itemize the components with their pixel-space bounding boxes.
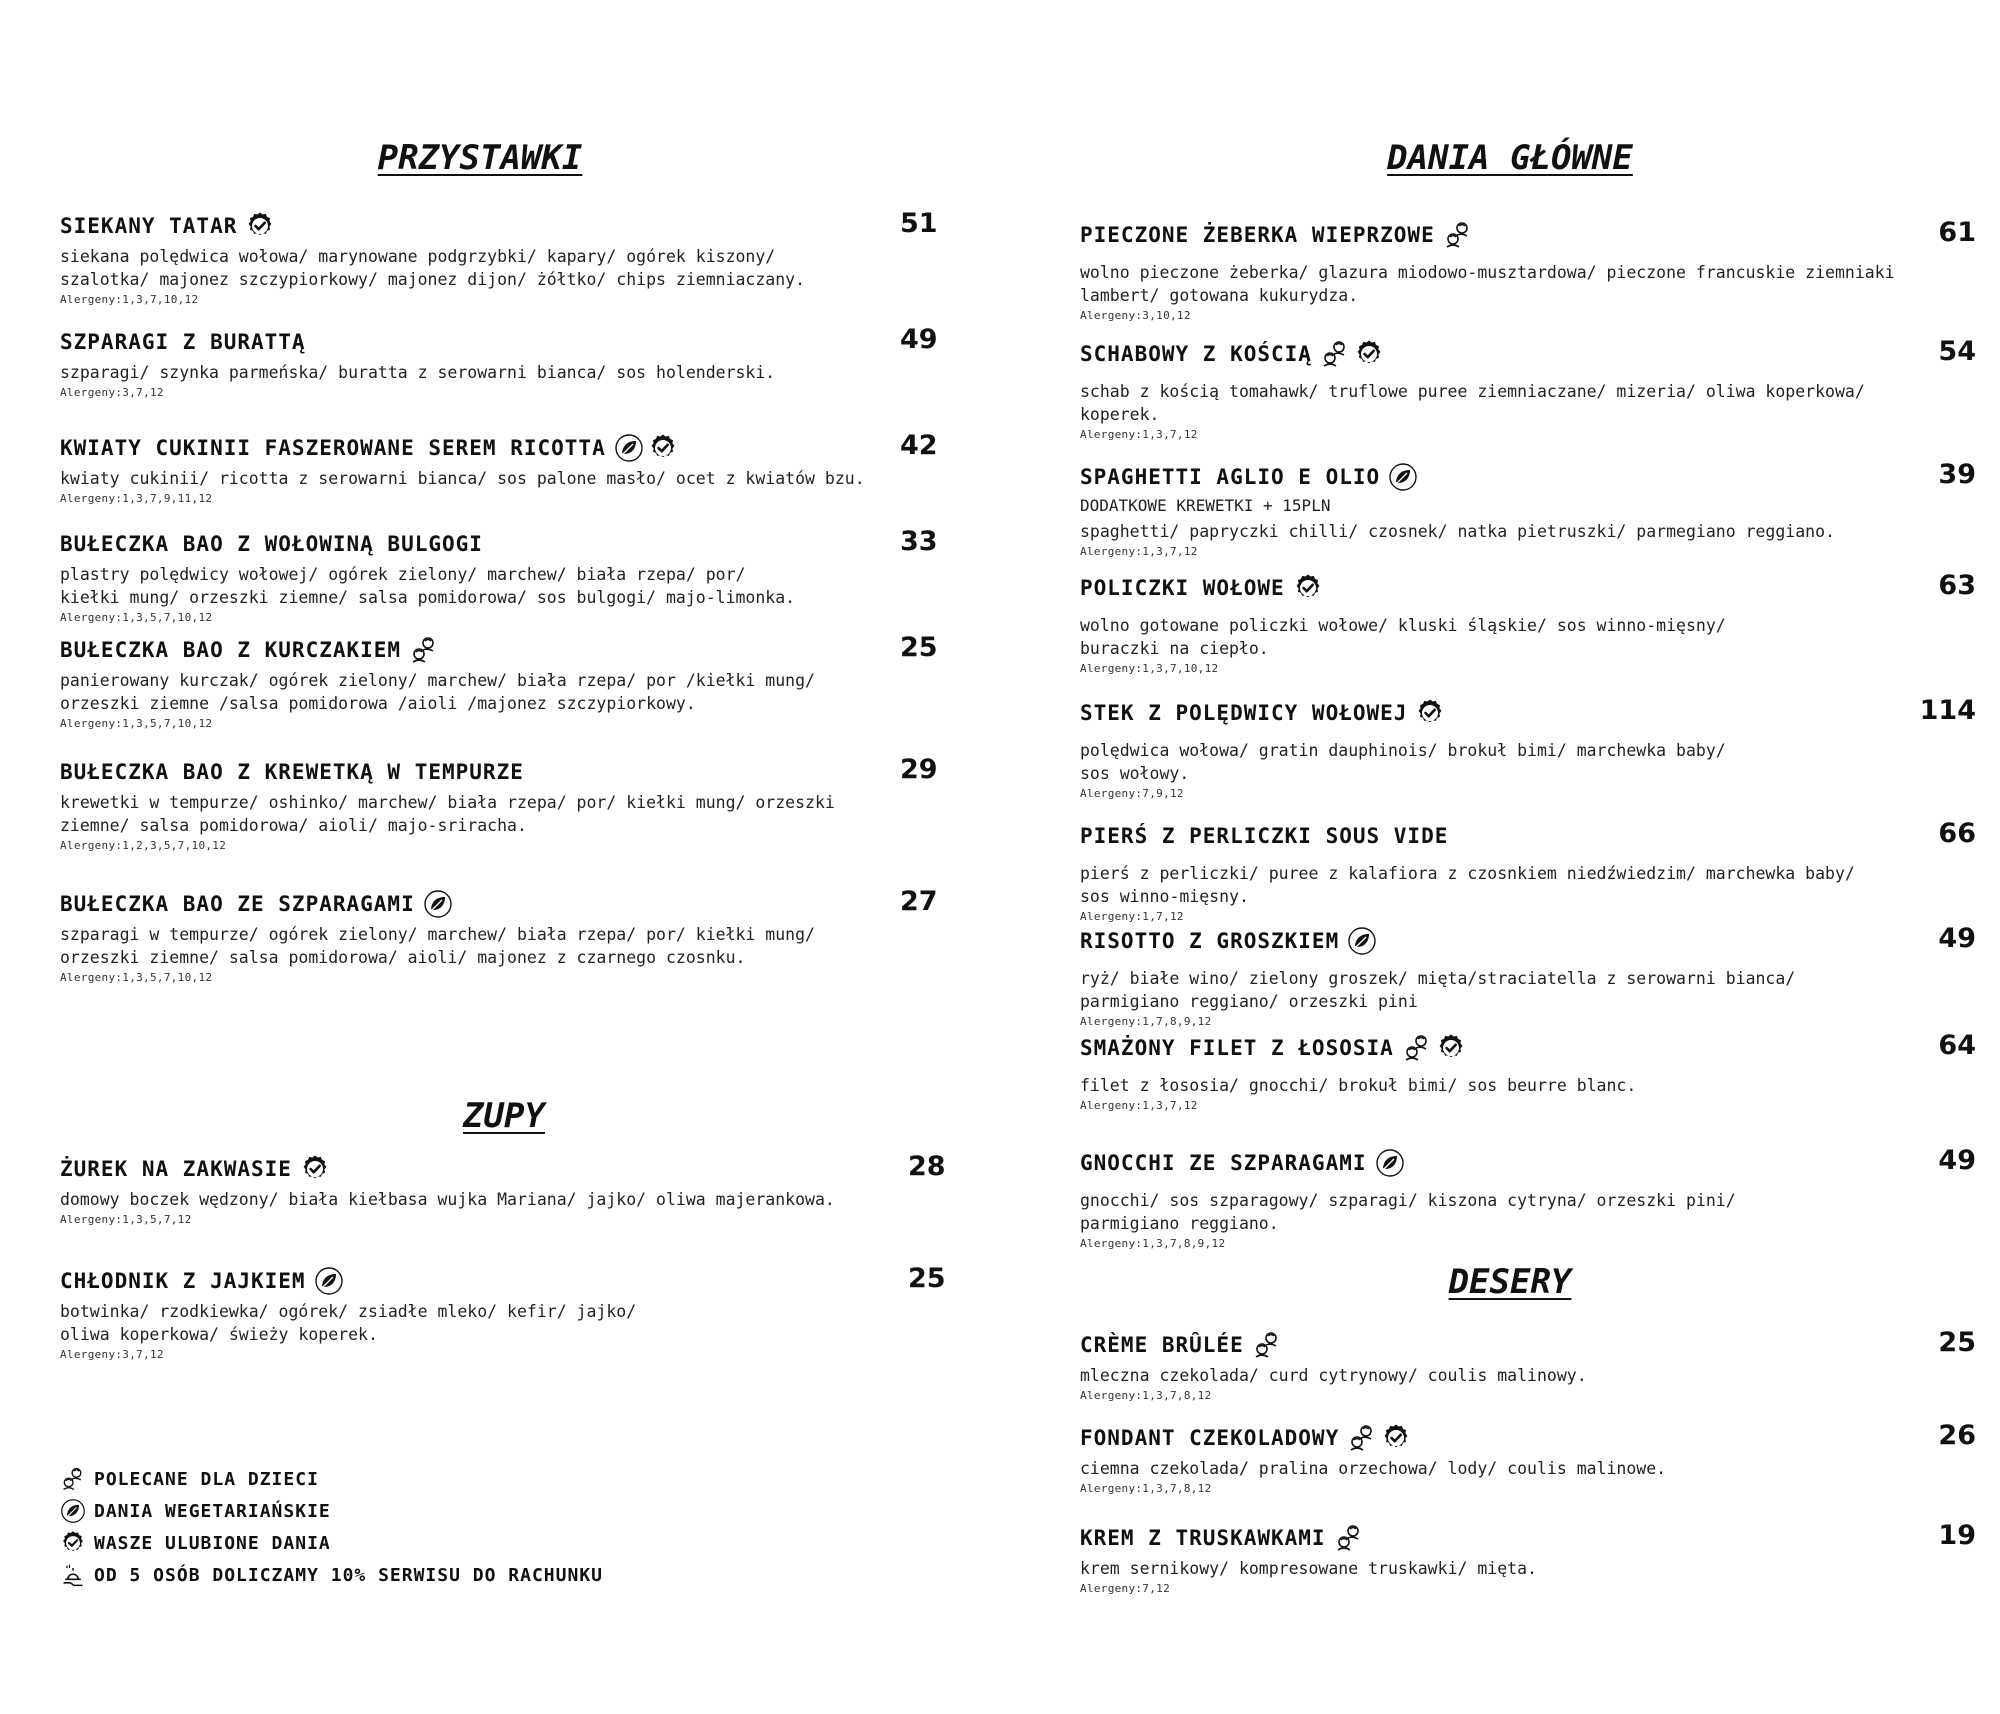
menu-item-allergens: Alergeny:1,3,7,12 — [1080, 1099, 1198, 1112]
menu-item-description-line: kwiaty cukinii/ ricotta z serowarni bianca/ sos palone masło/ ocet z kwiatów bzu. — [60, 469, 865, 488]
menu-item-header — [1080, 820, 1855, 852]
menu-item-name: BUŁECZKA BAO Z KURCZAKIEM — [60, 638, 402, 662]
menu-item-description-line: polędwica wołowa/ gratin dauphinois/ brokuł bimi/ marchewka baby/ — [1080, 741, 1726, 760]
menu-item-price: 42 — [900, 430, 938, 461]
menu-item-header — [60, 1265, 636, 1297]
menu-item-name: PIECZONE ŻEBERKA WIEPRZOWE — [1080, 223, 1435, 247]
menu-item-name: BUŁECZKA BAO Z KREWETKĄ W TEMPURZE — [60, 760, 524, 784]
menu-item-price: 64 — [1938, 1030, 1976, 1061]
menu-item-header — [1080, 338, 1865, 370]
menu-item-price: 61 — [1938, 217, 1976, 248]
menu-item-price: 25 — [1938, 1327, 1976, 1358]
menu-item-icons — [300, 1154, 330, 1184]
menu-item-allergens: Alergeny:1,3,5,7,10,12 — [60, 971, 213, 984]
menu-item — [60, 888, 815, 984]
menu-item-name: KWIATY CUKINII FASZEROWANE SEREM RICOTTA — [60, 436, 606, 460]
menu-item-icons — [614, 433, 678, 463]
menu-item-description-line: wolno pieczone żeberka/ glazura miodowo-musztardowa/ pieczone francuskie ziemniaki — [1080, 263, 1895, 282]
menu-item-header — [1080, 572, 1726, 604]
menu-item-allergens: Alergeny:1,3,5,7,10,12 — [60, 611, 213, 624]
legend-label: OD 5 OSÓB DOLICZAMY 10% SERWISU DO RACHUNKU — [94, 1564, 603, 1586]
menu-item-price: 49 — [1938, 1145, 1976, 1176]
menu-item-description — [1080, 1364, 1587, 1387]
menu-item-description-line: orzeszki ziemne/ salsa pomidorowa/ aioli/ majonez z czarnego czosnku. — [60, 948, 746, 967]
menu-item-allergens: Alergeny:3,7,12 — [60, 386, 164, 399]
legend-label: WASZE ULUBIONE DANIA — [94, 1532, 331, 1554]
menu-item-allergens: Alergeny:1,3,7,10,12 — [1080, 662, 1219, 675]
menu-item-description — [1080, 1557, 1537, 1580]
favorite-icon — [245, 211, 275, 241]
menu-item-price: 66 — [1938, 818, 1976, 849]
menu-item-allergens: Alergeny:1,2,3,5,7,10,12 — [60, 839, 227, 852]
menu-item-header — [60, 1153, 835, 1185]
kids-icon — [1347, 1423, 1377, 1453]
menu-item-description-line: oliwa koperkowa/ świeży koperek. — [60, 1325, 378, 1344]
menu-item — [1080, 697, 1726, 800]
menu-item-description — [1080, 380, 1865, 426]
menu-item-description-line: ryż/ białe wino/ zielony groszek/ mięta/straciatella z serowarni bianca/ — [1080, 969, 1796, 988]
menu-item-description — [60, 791, 835, 837]
menu-item-icons — [1347, 926, 1377, 956]
legend-label: POLECANE DLA DZIECI — [94, 1468, 319, 1490]
menu-item-description — [1080, 1189, 1736, 1235]
favorite-icon — [648, 433, 678, 463]
legend — [60, 1463, 603, 1591]
menu-item-price: 29 — [900, 754, 938, 785]
menu-item-description — [1080, 1074, 1636, 1097]
menu-item — [1080, 1522, 1537, 1595]
favorite-icon — [1354, 339, 1384, 369]
menu-item-icons — [245, 211, 275, 241]
menu-item-header — [60, 888, 815, 920]
kids-icon — [1320, 339, 1350, 369]
menu-item-allergens: Alergeny:3,10,12 — [1080, 309, 1191, 322]
menu-item-allergens: Alergeny:1,3,7,12 — [1080, 428, 1198, 441]
menu-item-description-line: domowy boczek wędzony/ biała kiełbasa wujka Mariana/ jajko/ oliwa majerankowa. — [60, 1190, 835, 1209]
menu-item-description — [60, 245, 805, 291]
section-title-desery: DESERY — [1448, 1262, 1572, 1302]
menu-item-price: 33 — [900, 526, 938, 557]
favorite-icon — [1436, 1033, 1466, 1063]
menu-item-description-line: panierowany kurczak/ ogórek zielony/ marchew/ biała rzepa/ por /kiełki mung/ — [60, 671, 815, 690]
favorite-icon — [60, 1530, 86, 1556]
legend-row — [60, 1495, 603, 1527]
menu-item-price: 63 — [1938, 570, 1976, 601]
menu-item-allergens: Alergeny:3,7,12 — [60, 1348, 164, 1361]
menu-item-description-line: schab z kością tomahawk/ truflowe puree ziemniaczane/ mizeria/ oliwa koperkowa/ — [1080, 382, 1865, 401]
menu-item-allergens: Alergeny:1,3,7,10,12 — [60, 293, 199, 306]
menu-item-price: 26 — [1938, 1420, 1976, 1451]
favorite-icon — [1293, 573, 1323, 603]
menu-item-icons — [314, 1266, 344, 1296]
menu-item-price: 54 — [1938, 336, 1976, 367]
menu-item-name: CHŁODNIK Z JAJKIEM — [60, 1269, 306, 1293]
legend-row — [60, 1559, 603, 1591]
menu-item-description-line: pierś z perliczki/ puree z kalafiora z czosnkiem niedźwiedzim/ marchewka baby/ — [1080, 864, 1855, 883]
menu-item-description-line: buraczki na ciepło. — [1080, 639, 1269, 658]
menu-item-description-line: szparagi/ szynka parmeńska/ buratta z serowarni bianca/ sos holenderski. — [60, 363, 776, 382]
menu-item-header — [60, 432, 865, 464]
menu-item — [1080, 338, 1865, 441]
kids-icon — [60, 1466, 86, 1492]
menu-item-price: 25 — [908, 1263, 946, 1294]
kids-icon — [1252, 1330, 1282, 1360]
menu-item — [60, 210, 805, 306]
menu-item-allergens: Alergeny:7,9,12 — [1080, 787, 1184, 800]
menu-item-name: SCHABOWY Z KOŚCIĄ — [1080, 342, 1312, 366]
menu-item-price: 25 — [900, 632, 938, 663]
menu-item-header — [1080, 461, 1835, 493]
menu-item-description-line: ziemne/ salsa pomidorowa/ aioli/ majo-sriracha. — [60, 816, 527, 835]
menu-item-allergens: Alergeny:1,3,7,8,12 — [1080, 1389, 1212, 1402]
menu-item-header — [1080, 219, 1895, 251]
kids-icon — [1443, 220, 1473, 250]
menu-item-description — [60, 563, 795, 609]
menu-item-icons — [1375, 1148, 1405, 1178]
menu-item-description — [1080, 520, 1835, 543]
menu-item-allergens: Alergeny:7,12 — [1080, 1582, 1170, 1595]
menu-item — [60, 1265, 636, 1361]
menu-item-header — [60, 326, 775, 358]
menu-item-price: 51 — [900, 208, 938, 239]
menu-item-header — [1080, 925, 1795, 957]
legend-row — [60, 1527, 603, 1559]
menu-item — [1080, 461, 1835, 558]
kids-icon — [409, 635, 439, 665]
menu-item-description — [1080, 1457, 1666, 1480]
menu-item-name: SMAŻONY FILET Z ŁOSOSIA — [1080, 1036, 1394, 1060]
menu-item-header — [1080, 1147, 1736, 1179]
menu-item-price: 39 — [1938, 459, 1976, 490]
menu-item-description — [1080, 967, 1795, 1013]
menu-item-description-line: siekana polędwica wołowa/ marynowane podgrzybki/ kapary/ ogórek kiszony/ — [60, 247, 776, 266]
vegetarian-icon — [60, 1498, 86, 1524]
menu-item-description — [60, 361, 775, 384]
menu-item-description-line: parmigiano reggiano. — [1080, 1214, 1279, 1233]
menu-item-description-line: kiełki mung/ orzeszki ziemne/ salsa pomidorowa/ sos bulgogi/ majo-limonka. — [60, 588, 796, 607]
section-title-przystawki: PRZYSTAWKI — [377, 138, 583, 178]
menu-item-name: BUŁECZKA BAO ZE SZPARAGAMI — [60, 892, 415, 916]
favorite-icon — [300, 1154, 330, 1184]
menu-item-header — [1080, 1522, 1537, 1554]
menu-item — [1080, 925, 1795, 1028]
menu-item-description-line: sos wołowy. — [1080, 764, 1190, 783]
menu-item-name: BUŁECZKA BAO Z WOŁOWINĄ BULGOGI — [60, 532, 483, 556]
menu-item-description-line: koperek. — [1080, 405, 1160, 424]
menu-item-icons — [1443, 220, 1473, 250]
menu-item-icons — [409, 635, 439, 665]
menu-item-name: ŻUREK NA ZAKWASIE — [60, 1157, 292, 1181]
menu-item — [60, 326, 775, 399]
menu-item-name: CRÈME BRÛLÉE — [1080, 1333, 1244, 1357]
menu-item-description-line: krem sernikowy/ kompresowane truskawki/ mięta. — [1080, 1559, 1537, 1578]
menu-item-description-line: spaghetti/ papryczki chilli/ czosnek/ natka pietruszki/ parmegiano reggiano. — [1080, 522, 1835, 541]
menu-item-allergens: Alergeny:1,7,12 — [1080, 910, 1184, 923]
menu-item-icons — [1415, 698, 1445, 728]
menu-item-name: SPAGHETTI AGLIO E OLIO — [1080, 465, 1381, 489]
menu-item-price: 49 — [1938, 923, 1976, 954]
menu-item-description-line: parmigiano reggiano/ orzeszki pini — [1080, 992, 1418, 1011]
menu-item-description — [1080, 739, 1726, 785]
menu-item-name: POLICZKI WOŁOWE — [1080, 576, 1285, 600]
favorite-icon — [1415, 698, 1445, 728]
menu-item — [1080, 1032, 1636, 1112]
menu-item — [1080, 1147, 1736, 1250]
menu-item-description — [60, 1300, 636, 1346]
menu-item-description — [60, 467, 865, 490]
menu-item-allergens: Alergeny:1,3,7,12 — [1080, 545, 1198, 558]
menu-item-header — [60, 756, 835, 788]
menu-item-description — [1080, 614, 1726, 660]
menu-item — [1080, 1329, 1587, 1402]
menu-item-allergens: Alergeny:1,3,7,8,9,12 — [1080, 1237, 1226, 1250]
menu-item-description-line: filet z łososia/ gnocchi/ brokuł bimi/ sos beurre blanc. — [1080, 1076, 1637, 1095]
menu-item — [60, 1153, 835, 1226]
menu-item-price: 19 — [1938, 1520, 1976, 1551]
menu-item-icons — [1388, 462, 1418, 492]
menu-item-icons — [1402, 1033, 1466, 1063]
menu-item-icons — [1334, 1523, 1364, 1553]
menu-item-description-line: lambert/ gotowana kukurydza. — [1080, 286, 1359, 305]
menu-item-description-line: szparagi w tempurze/ ogórek zielony/ marchew/ biała rzepa/ por/ kiełki mung/ — [60, 925, 815, 944]
vegetarian-icon — [1388, 462, 1418, 492]
menu-item-name: SZPARAGI Z BURATTĄ — [60, 330, 306, 354]
kids-icon — [1402, 1033, 1432, 1063]
menu-item-description — [60, 1188, 835, 1211]
menu-item-icons — [1347, 1423, 1411, 1453]
menu-item-name: SIEKANY TATAR — [60, 214, 238, 238]
menu-item — [1080, 219, 1895, 322]
menu-item-icons — [1252, 1330, 1282, 1360]
menu-item-allergens: Alergeny:1,7,8,9,12 — [1080, 1015, 1212, 1028]
vegetarian-icon — [614, 433, 644, 463]
menu-item-icons — [1293, 573, 1323, 603]
menu-item-description — [60, 669, 815, 715]
menu-item-extra: DODATKOWE KREWETKI + 15PLN — [1080, 496, 1331, 515]
menu-item — [60, 528, 795, 624]
menu-item-allergens: Alergeny:1,3,5,7,12 — [60, 1213, 192, 1226]
menu-item-description-line: sos winno-mięsny. — [1080, 887, 1249, 906]
menu-item-description-line: szalotka/ majonez szczypiorkowy/ majonez dijon/ żółtko/ chips ziemniaczany. — [60, 270, 806, 289]
menu-item-icons — [1320, 339, 1384, 369]
menu-item-header — [1080, 1422, 1666, 1454]
menu-item — [60, 756, 835, 852]
menu-item — [60, 634, 815, 730]
menu-item-description — [1080, 261, 1895, 307]
menu-item-price: 28 — [908, 1151, 946, 1182]
menu-item — [60, 432, 865, 505]
vegetarian-icon — [1375, 1148, 1405, 1178]
vegetarian-icon — [1347, 926, 1377, 956]
menu-item — [1080, 572, 1726, 675]
favorite-icon — [1381, 1423, 1411, 1453]
menu-item-header — [60, 634, 815, 666]
menu-item-name: KREM Z TRUSKAWKAMI — [1080, 1526, 1326, 1550]
menu-item-price: 114 — [1919, 695, 1976, 726]
menu-item-description-line: orzeszki ziemne /salsa pomidorowa /aioli /majonez szczypiorkowy. — [60, 694, 696, 713]
menu-item-allergens: Alergeny:1,3,7,9,11,12 — [60, 492, 213, 505]
menu-item-header — [1080, 697, 1726, 729]
section-title-dania-glowne: DANIA GŁÓWNE — [1387, 138, 1633, 178]
menu-item-name: RISOTTO Z GROSZKIEM — [1080, 929, 1340, 953]
menu-item-price: 49 — [900, 324, 938, 355]
menu-item-description-line: plastry polędwicy wołowej/ ogórek zielony/ marchew/ biała rzepa/ por/ — [60, 565, 746, 584]
menu-item-description-line: gnocchi/ sos szparagowy/ szparagi/ kiszona cytryna/ orzeszki pini/ — [1080, 1191, 1736, 1210]
menu-item-name: GNOCCHI ZE SZPARAGAMI — [1080, 1151, 1367, 1175]
menu-item-description-line: botwinka/ rzodkiewka/ ogórek/ zsiadłe mleko/ kefir/ jajko/ — [60, 1302, 637, 1321]
menu-item-description-line: ciemna czekolada/ pralina orzechowa/ lody/ coulis malinowe. — [1080, 1459, 1667, 1478]
menu-item-allergens: Alergeny:1,3,5,7,10,12 — [60, 717, 213, 730]
menu-item-header — [1080, 1329, 1587, 1361]
menu-item-description — [1080, 862, 1855, 908]
vegetarian-icon — [423, 889, 453, 919]
menu-item — [1080, 820, 1855, 923]
section-title-zupy: ZUPY — [463, 1096, 545, 1136]
menu-item-name: PIERŚ Z PERLICZKI SOUS VIDE — [1080, 824, 1449, 848]
kids-icon — [1334, 1523, 1364, 1553]
menu-item-description-line: mleczna czekolada/ curd cytrynowy/ coulis malinowy. — [1080, 1366, 1587, 1385]
vegetarian-icon — [314, 1266, 344, 1296]
menu-item-header — [1080, 1032, 1636, 1064]
menu-item-icons — [423, 889, 453, 919]
menu-item-name: STEK Z POLĘDWICY WOŁOWEJ — [1080, 701, 1408, 725]
menu-item — [1080, 1422, 1666, 1495]
legend-label: DANIA WEGETARIAŃSKIE — [94, 1500, 331, 1522]
menu-item-header — [60, 210, 805, 242]
menu-item-description — [60, 923, 815, 969]
service-icon — [60, 1562, 86, 1588]
menu-item-header — [60, 528, 795, 560]
legend-row — [60, 1463, 603, 1495]
menu-item-description-line: wolno gotowane policzki wołowe/ kluski śląskie/ sos winno-mięsny/ — [1080, 616, 1726, 635]
menu-item-price: 27 — [900, 886, 938, 917]
menu-item-name: FONDANT CZEKOLADOWY — [1080, 1426, 1340, 1450]
menu-item-allergens: Alergeny:1,3,7,8,12 — [1080, 1482, 1212, 1495]
menu-item-description-line: krewetki w tempurze/ oshinko/ marchew/ biała rzepa/ por/ kiełki mung/ orzeszki — [60, 793, 835, 812]
